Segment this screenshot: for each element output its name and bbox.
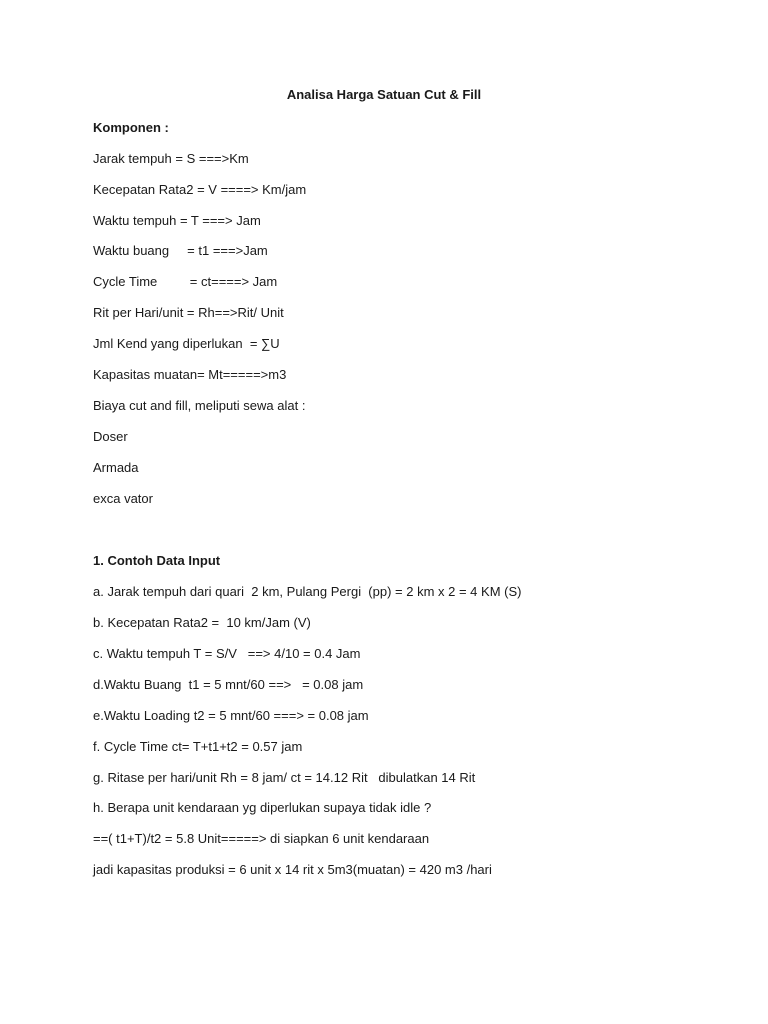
contoh-item-g: g. Ritase per hari/unit Rh = 8 jam/ ct = 14.12 Rit dibulatkan 14 Rit — [93, 770, 476, 785]
komponen-item-kapasitas: Kapasitas muatan= Mt=====>m3 — [93, 367, 287, 382]
contoh-item-kapasitas-produksi: jadi kapasitas produksi = 6 unit x 14 rit x 5m3(muatan) = 420 m3 /hari — [93, 862, 492, 877]
komponen-item-rit-per-hari: Rit per Hari/unit = Rh==>Rit/ Unit — [93, 305, 284, 320]
contoh-item-unit-calc: ==( t1+T)/t2 = 5.8 Unit=====> di siapkan 6 unit kendaraan — [93, 831, 430, 846]
contoh-item-e: e.Waktu Loading t2 = 5 mnt/60 ===> = 0.08 jam — [93, 708, 369, 723]
document-title: Analisa Harga Satuan Cut & Fill — [286, 87, 482, 102]
komponen-item-cycle-time: Cycle Time = ct====> Jam — [93, 274, 278, 289]
alat-item-excavator: exca vator — [93, 491, 153, 506]
contoh-heading: 1. Contoh Data Input — [93, 553, 221, 568]
contoh-item-f: f. Cycle Time ct= T+t1+t2 = 0.57 jam — [93, 739, 303, 754]
contoh-item-b: b. Kecepatan Rata2 = 10 km/Jam (V) — [93, 615, 311, 630]
contoh-item-h: h. Berapa unit kendaraan yg diperlukan supaya tidak idle ? — [93, 800, 432, 815]
komponen-item-jml-kend: Jml Kend yang diperlukan = ∑U — [93, 336, 280, 351]
biaya-heading: Biaya cut and fill, meliputi sewa alat : — [93, 398, 306, 413]
contoh-item-c: c. Waktu tempuh T = S/V ==> 4/10 = 0.4 Jam — [93, 646, 361, 661]
contoh-item-a: a. Jarak tempuh dari quari 2 km, Pulang Pergi (pp) = 2 km x 2 = 4 KM (S) — [93, 584, 522, 599]
komponen-heading: Komponen : — [93, 120, 169, 135]
komponen-item-kecepatan: Kecepatan Rata2 = V ====> Km/jam — [93, 182, 307, 197]
komponen-item-waktu-buang: Waktu buang = t1 ===>Jam — [93, 243, 268, 258]
komponen-item-jarak-tempuh: Jarak tempuh = S ===>Km — [93, 151, 249, 166]
contoh-item-d: d.Waktu Buang t1 = 5 mnt/60 ==> = 0.08 jam — [93, 677, 364, 692]
alat-item-doser: Doser — [93, 429, 128, 444]
alat-item-armada: Armada — [93, 460, 139, 475]
komponen-item-waktu-tempuh: Waktu tempuh = T ===> Jam — [93, 213, 261, 228]
